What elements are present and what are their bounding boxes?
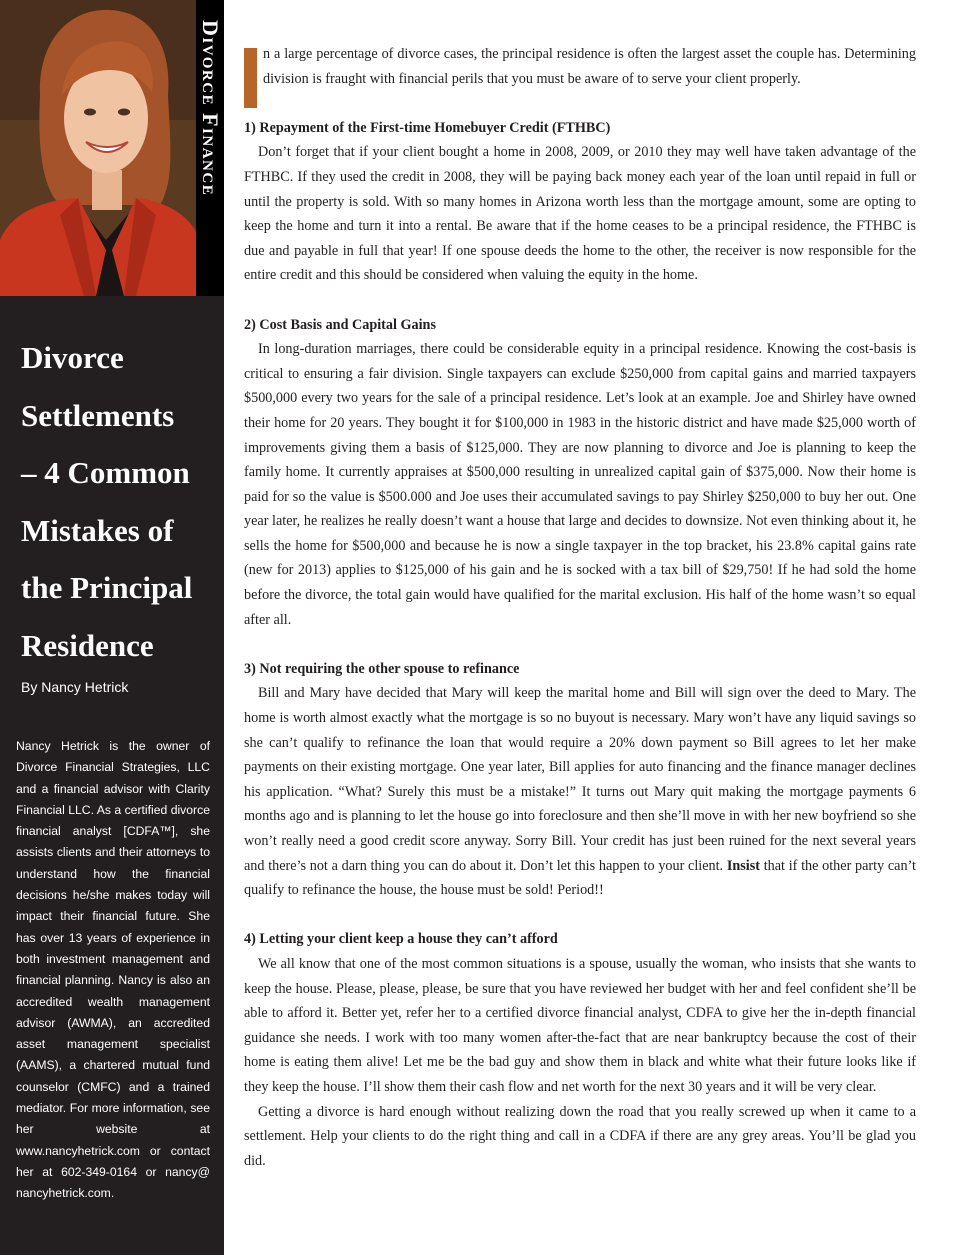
emphasis-insist: Insist	[726, 857, 760, 874]
headline-line: the Principal	[21, 570, 193, 605]
article-headline	[21, 329, 221, 674]
right-eye	[118, 109, 130, 116]
section-paragraph	[244, 681, 916, 902]
left-eye	[84, 109, 96, 116]
section-fthbc	[244, 116, 916, 288]
section-heading: 2) Cost Basis and Capital Gains	[244, 316, 436, 333]
article-intro	[244, 42, 916, 91]
article-body	[244, 42, 916, 1173]
section-heading: 1) Repayment of the First-time Homebuyer Credit (FTHBC)	[244, 119, 611, 136]
section-affordability	[244, 927, 916, 1173]
headline-line: Divorce	[21, 340, 124, 375]
section-paragraph: In long-duration marriages, there could be considerable equity in a principal residence. Knowing the cost-basis is critical to ensuring a fair division. Single taxpayers can exclude $250,000 from capital gains and married taxpayers $500,000 every two years for the sale of a principal residence. Let’s look at an example. Joe and Shirley have owned their home for 20 years. They bought it for $100,000 in 1983 in the historic district and have made $25,000 worth of improvements giving them a basis of $125,000. They are now planning to divorce and Joe is planning to keep the family home. It currently appraises at $500,000 resulting in unrealized capital gain of $375,000. Now their home is paid for so the value is $500.000 and Joe uses their accumulated savings to pay Shirley $250,000 to buy her out. One year later, he realizes he really doesn’t want a house that large and decides to downsize. Not even thinking about it, he sells the home for $500,000 and because he is now a single taxpayer in the top bracket, his 23.8% capital gains rate (new for 2013) applies to $125,000 of his gain and he is socked with a tax bill of $29,750! If he had sold the home before the divorce, the total gain would have qualified for the marital exclusion. His half of the home wasn’t so equal after all.	[244, 341, 916, 628]
section-heading: 4) Letting your client keep a house they can’t afford	[244, 931, 558, 948]
author-photo	[0, 0, 196, 296]
author-byline: By Nancy Hetrick	[21, 679, 129, 695]
closing-paragraph: Getting a divorce is hard enough without realizing down the road that you really screwed up when it came to a settlement. Help your clients to do the right thing and call in a CDFA if there are any grey areas. You’ll be glad you did.	[244, 1103, 916, 1169]
paragraph-text: Bill and Mary have decided that Mary will keep the marital home and Bill will sign over the deed to Mary. The home is worth almost exactly what the mortgage is so no buyout is necessary. Mary won’t have any liquid savings so she can’t qualify to refinance the loan that would require a 20% down payment so Bill agrees to let her make payments on their existing mortgage. One year later, Bill applies for auto financing and the finance manager declines his application. “What? Surely this must be a mistake!” It turns out Mary quit making the mortgage payments 6 months ago and is planning to let the house go into foreclosure and then she’ll move in with her new boyfriend so she won’t really need a good credit score anyway. Sorry Bill. Your credit has just been ruined for the next several years and there’s not a darn thing you can do about it. Don’t let this happen to your client.	[244, 685, 916, 874]
section-refinance	[244, 657, 916, 903]
headline-line: – 4 Common	[21, 455, 190, 490]
author-sidebar	[0, 0, 224, 1255]
neck-shape	[92, 170, 122, 210]
author-portrait-illustration	[0, 0, 196, 296]
headline-line: Residence	[21, 627, 154, 663]
section-paragraph: Don’t forget that if your client bought a home in 2008, 2009, or 2010 they may well have taken advantage of the FTHBC. If they used the credit in 2008, they will be paying back money each year of the loan until repaid in full or until the property is sold. With so many homes in Arizona worth less than the mortgage amount, some are opting to keep the home and turn it into a rental. Be aware that if the home ceases to be a principal residence, the FTHBC is due and payable in full that year! If one spouse deeds the home to the other, the receiver is now responsible for the entire credit and this should be considered when valuing the equity in the home.	[244, 144, 916, 284]
section-heading: 3) Not requiring the other spouse to refinance	[244, 660, 520, 677]
section-cost-basis	[244, 313, 916, 633]
section-paragraph: We all know that one of the most common situations is a spouse, usually the woman, who insists that she wants to keep the house. Please, please, please, be sure that you have reviewed her budget with her and feel confident she’ll be able to afford it. Better yet, refer her to a certified divorce financial analyst, CDFA to give her the in-depth financial guidance she needs. I work with too many women after-the-fact that are near bankruptcy because the cost of their home is eating them alive! Let me be the bad guy and show them in black and white what their future looks like if they keep the house. I’ll show them their cash flow and net worth for the next 30 years and it will be very clear.	[244, 955, 916, 1095]
drop-cap-bar	[244, 48, 257, 108]
paragraph-text-post: that if the other party can’t qualify to refinance the house, the house must be sold! Period!!	[244, 857, 916, 899]
column-label: Divorce Finance	[198, 20, 223, 197]
author-bio: Nancy Hetrick is the owner of Divorce Financial Strategies, LLC and a financial advisor with Clarity Financial LLC. As a certified divorce financial analyst [CDFA™], she assists clients and their attorneys to understand how the financial decisions he/she makes today will impact their financial future. She has over 13 years of experience in both investment management and financial planning. Nancy is also an accredited wealth management advisor (AWMA), an accredited asset management specialist (AAMS), a chartered mutual fund counselor (CMFC) and a trained mediator. For more information, see her website at www.nancyhetrick.com or contact her at 602-349-0164 or nancy@ nancyhetrick.com.	[16, 739, 210, 1201]
headline-line: Mistakes of	[21, 512, 174, 548]
intro-text: n a large percentage of divorce cases, the principal residence is often the largest asset the couple has. Determining division is fraught with financial perils that you must be aware of to serve your client properly.	[263, 46, 916, 87]
headline-line: Settlements	[21, 397, 175, 433]
